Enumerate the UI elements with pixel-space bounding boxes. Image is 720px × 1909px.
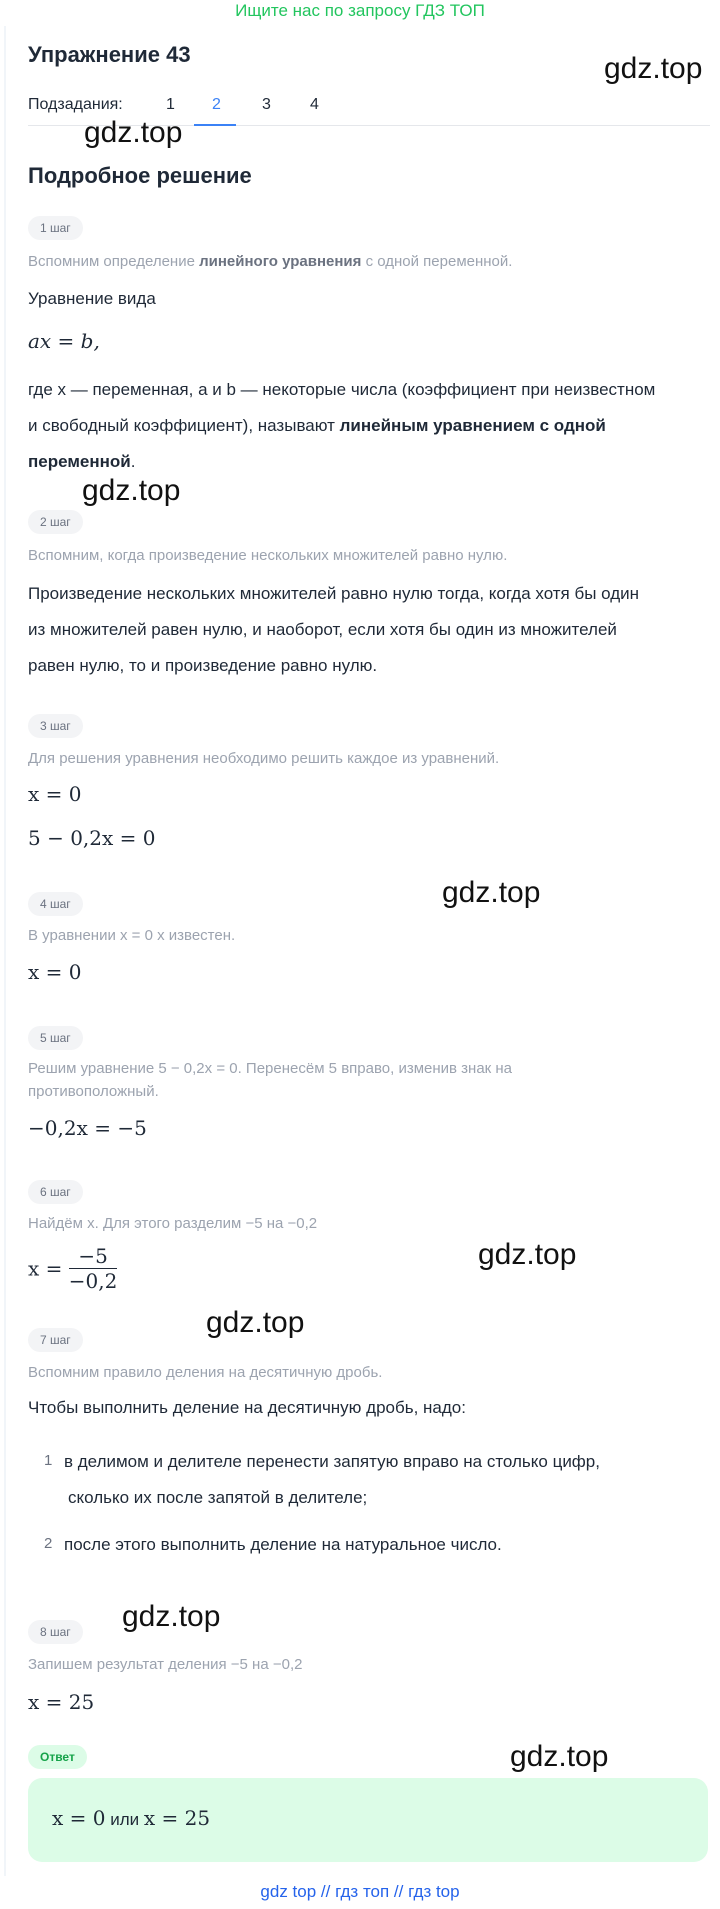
tab-subtask-2[interactable]: 2 [212, 96, 221, 113]
step-badge: 8 шаг [28, 1620, 83, 1644]
step-hint: Решим уравнение 5 − 0,2x = 0. Перенесём 5 вправо, изменив знак на [28, 1060, 513, 1077]
step-badge: 6 шаг [28, 1180, 83, 1204]
step-badge: 4 шаг [28, 892, 83, 916]
section-title: Подробное решение [28, 163, 252, 188]
watermark: gdz.top [82, 474, 181, 507]
search-banner[interactable]: Ищите нас по запросу ГДЗ ТОП [235, 1, 485, 20]
list-number: 1 [44, 1452, 53, 1469]
tab-subtask-4[interactable]: 4 [310, 96, 319, 113]
formula: ax = b, [28, 329, 100, 353]
step-text: равен нулю, то и произведение равно нулю. [28, 656, 378, 675]
watermark: gdz.top [478, 1238, 577, 1271]
step-badge: 5 шаг [28, 1026, 83, 1050]
step-badge: 1 шаг [28, 216, 83, 240]
step-text: где x — переменная, a и b — некоторые числа (коэффициент при неизвестном [28, 380, 656, 399]
watermark: gdz.top [206, 1306, 305, 1339]
answer-text: x = 0 или x = 25 [52, 1806, 211, 1830]
step-hint: В уравнении x = 0 x известен. [28, 927, 236, 944]
step-text: Произведение нескольких множителей равно нулю тогда, когда хотя бы один [28, 584, 640, 603]
answer-box [28, 1778, 708, 1862]
list-item: после этого выполнить деление на натуральное число. [64, 1535, 502, 1554]
step-hint: противоположный. [28, 1083, 159, 1100]
fraction-formula: x = $\frac{-5}{-0,2}$ [28, 1244, 118, 1293]
watermark: gdz.top [122, 1600, 221, 1633]
watermark: gdz.top [442, 876, 541, 909]
step-text: и свободный коэффициент), называют линейным уравнением с одной [28, 416, 606, 435]
step-badge: 7 шаг [28, 1328, 83, 1352]
footer-links[interactable]: gdz top // гдз топ // гдз top [260, 1882, 460, 1901]
watermark: gdz.top [604, 52, 703, 85]
answer-badge: Ответ [28, 1745, 87, 1769]
tab-subtask-3[interactable]: 3 [262, 96, 271, 113]
list-item: в делимом и делителе перенести запятую вправо на столько цифр, [64, 1452, 600, 1471]
formula: x = 0 [28, 782, 82, 806]
step-hint: Вспомним, когда произведение нескольких множителей равно нулю. [28, 547, 508, 564]
formula: x = 25 [28, 1690, 95, 1714]
step-hint: Вспомним правило деления на десятичную дробь. [28, 1364, 383, 1381]
step-hint: Запишем результат деления −5 на −0,2 [28, 1656, 303, 1673]
step-badge: 2 шаг [28, 510, 83, 534]
step-badge: 3 шаг [28, 714, 83, 738]
step-text: переменной. [28, 452, 136, 471]
subtasks-label: Подзадания: [28, 96, 123, 113]
watermark: gdz.top [84, 116, 183, 149]
step-hint: Вспомним определение линейного уравнения с одной переменной. [28, 253, 513, 270]
formula: x = 0 [28, 960, 82, 984]
step-text: Уравнение вида [28, 289, 156, 308]
tab-subtask-1[interactable]: 1 [166, 96, 175, 113]
step-text: из множителей равен нулю, и наоборот, если хотя бы один из множителей [28, 620, 617, 639]
active-tab-indicator [194, 124, 236, 126]
exercise-title: Упражнение 43 [28, 42, 191, 67]
watermark: gdz.top [510, 1740, 609, 1773]
list-item: сколько их после запятой в делителе; [68, 1488, 368, 1507]
list-number: 2 [44, 1535, 53, 1552]
formula: −0,2x = −5 [28, 1116, 147, 1140]
step-text: Чтобы выполнить деление на десятичную дробь, надо: [28, 1398, 466, 1417]
formula: 5 − 0,2x = 0 [28, 826, 156, 850]
step-hint: Для решения уравнения необходимо решить каждое из уравнений. [28, 750, 500, 767]
step-hint: Найдём x. Для этого разделим −5 на −0,2 [28, 1215, 318, 1232]
